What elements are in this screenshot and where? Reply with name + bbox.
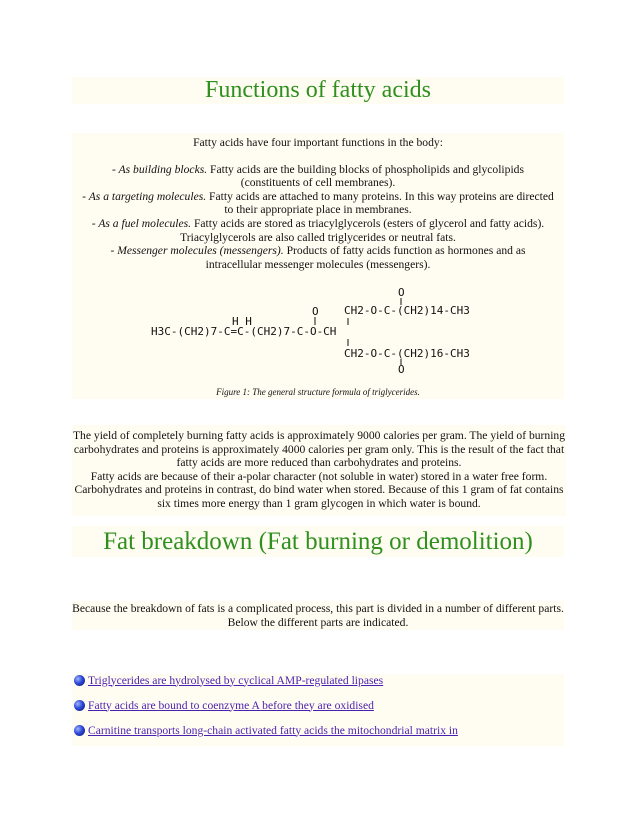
bullet-icon <box>74 675 85 686</box>
function-name: - As a fuel molecules. <box>91 216 192 230</box>
function-targeting <box>82 190 554 217</box>
formula-hh: H H <box>232 315 252 328</box>
links-panel <box>72 674 564 746</box>
function-name: - Messenger molecules (messengers). <box>110 244 284 258</box>
list-item <box>74 674 564 686</box>
figure-caption: Figure 1: The general structure formula of triglycerides. <box>216 387 420 397</box>
title-panel <box>72 77 564 104</box>
function-name: - As a targeting molecules. <box>82 189 207 203</box>
function-text: Products of fatty acids function as hormones and as intracellular messenger molecules (messengers). <box>205 244 526 271</box>
intro-lead: Fatty acids have four important functions in the body: <box>193 136 443 149</box>
formula-bottom-row: CH2-O-C-(CH2)16-CH3 <box>344 347 470 360</box>
function-building-blocks <box>82 163 554 190</box>
triglyceride-formula <box>72 285 564 373</box>
yield-panel <box>72 425 566 516</box>
bullet-icon <box>74 725 85 736</box>
link-carnitine-transport[interactable]: Carnitine transports long-chain activated fatty acids the mitochondrial matrix in <box>88 723 458 737</box>
intro-panel <box>72 133 564 399</box>
link-coenzyme-a[interactable]: Fatty acids are bound to coenzyme A before they are oxidised <box>88 698 374 712</box>
breakdown-note-panel <box>72 601 564 630</box>
yield-paragraph-2: Fatty acids are because of their a-polar character (not soluble in water) stored in a water free form. Carbohydrates and proteins in contrast, do bind water when stored. Because of this 1 gram of fat contains six times more energy than 1 gram glycogen in which water is bound. <box>74 469 564 510</box>
link-triglycerides-hydrolysed[interactable]: Triglycerides are hydrolysed by cyclical AMP-regulated lipases <box>88 673 384 687</box>
formula-left-chain: H3C-(CH2)7-C=C-(CH2)7-C-O-CH <box>151 325 337 338</box>
list-item <box>74 724 564 736</box>
page-title: Functions of fatty acids <box>205 77 431 103</box>
formula-top-o: O <box>398 286 405 299</box>
function-text: Fatty acids are stored as triacylglycerols (esters of glycerol and fatty acids). Triacylglycerols are also called triglycerides or neutral fats. <box>180 216 545 244</box>
heading2-panel <box>72 526 564 557</box>
section-heading: Fat breakdown (Fat burning or demolition) <box>103 528 533 555</box>
formula-svg <box>72 285 564 373</box>
breakdown-note: Because the breakdown of fats is a complicated process, this part is divided in a number of different parts. Below the different parts are indicated. <box>72 602 564 629</box>
list-item <box>74 699 564 711</box>
function-text: Fatty acids are attached to many proteins. In this way proteins are directed to their appropriate place in membranes. <box>206 189 554 217</box>
formula-carbonyl-o: O <box>312 305 319 318</box>
bullet-icon <box>74 700 85 711</box>
function-messenger <box>82 244 554 271</box>
function-text: Fatty acids are the building blocks of phospholipids and glycolipids (constituents of cell membranes). <box>207 162 524 190</box>
function-fuel <box>82 217 554 244</box>
formula-top-row: CH2-O-C-(CH2)14-CH3 <box>344 304 470 317</box>
yield-paragraph-1: The yield of completely burning fatty acids is approximately 9000 calories per gram. The yield of burning carbohydrates and proteins is approximately 4000 calories per gram only. This is the result of the fact that fatty acids are more reduced than carbohydrates and proteins. <box>72 429 566 470</box>
function-name: - As building blocks. <box>112 162 208 176</box>
formula-bottom-o: O <box>398 363 405 373</box>
